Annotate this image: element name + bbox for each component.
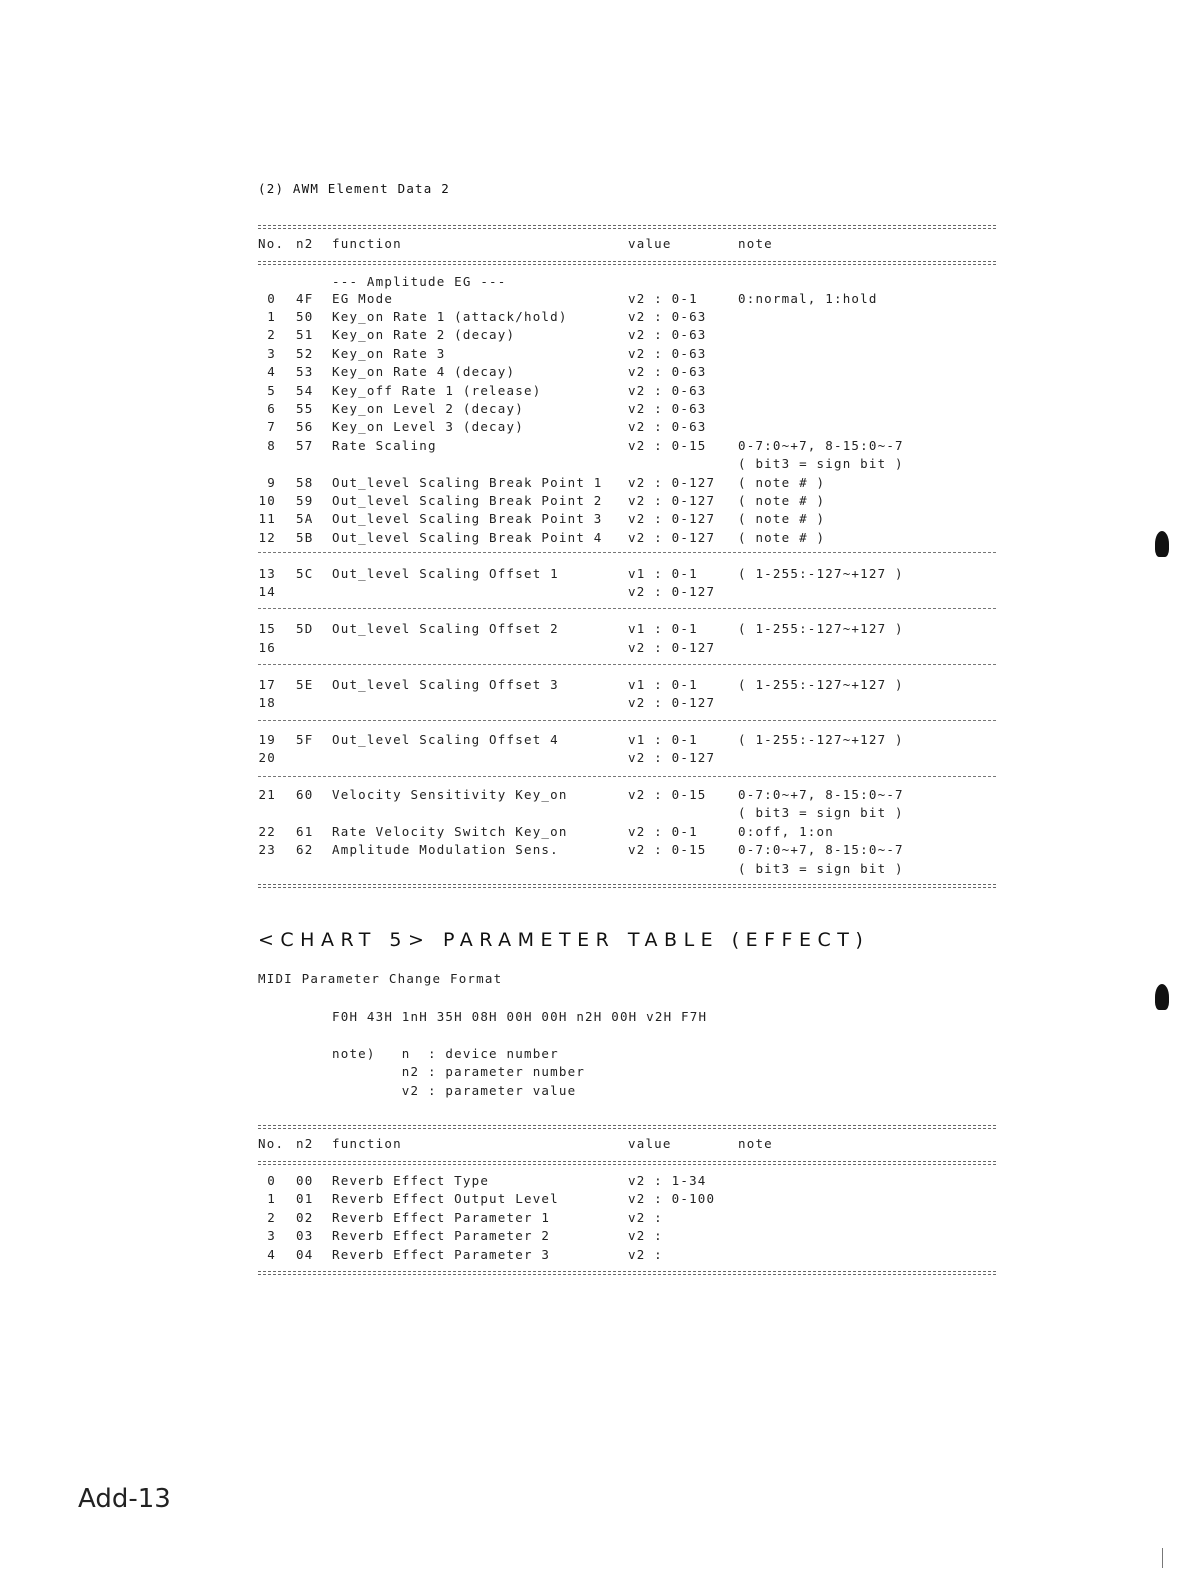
cell-n2: 52 [296, 346, 314, 361]
cell-value: v2 : 0-63 [628, 419, 707, 434]
cell-n2: 01 [296, 1191, 314, 1206]
hole-punch-mark [1155, 531, 1169, 557]
row-divider [258, 720, 996, 721]
cell-no: 21 [258, 787, 276, 802]
cell-no: 17 [258, 677, 276, 692]
cell-no: 10 [258, 493, 276, 508]
cell-value: v2 : 0-63 [628, 309, 707, 324]
cell-function: Reverb Effect Parameter 2 [332, 1228, 551, 1243]
cell-n2: 5C [296, 566, 314, 581]
cell-n2: 03 [296, 1228, 314, 1243]
cell-function: Out_level Scaling Break Point 1 [332, 475, 603, 490]
cell-function: Key_on Level 2 (decay) [332, 401, 524, 416]
cell-n2: 5E [296, 677, 314, 692]
table-bottom-rule [258, 1271, 996, 1272]
section-title: (2) AWM Element Data 2 [258, 181, 450, 196]
cell-note: ( 1-255:-127~+127 ) [738, 566, 904, 581]
cell-note: ( note # ) [738, 475, 826, 490]
format-note-line: n2 : parameter number [332, 1064, 586, 1079]
cell-value: v1 : 0-1 [628, 621, 698, 636]
cell-value: v2 : 0-1 [628, 824, 698, 839]
cell-value: v2 : 0-15 [628, 842, 707, 857]
cell-value: v2 : 0-15 [628, 787, 707, 802]
header-bottom-rule [258, 1161, 996, 1162]
header-function: function [332, 236, 402, 251]
cell-function: Amplitude Modulation Sens. [332, 842, 559, 857]
cell-function: Key_on Rate 4 (decay) [332, 364, 516, 379]
cell-no: 15 [258, 621, 276, 636]
cell-n2: 04 [296, 1247, 314, 1262]
cell-no: 6 [267, 401, 276, 416]
cell-function: EG Mode [332, 291, 394, 306]
hole-punch-mark [1155, 984, 1169, 1010]
cell-note: ( note # ) [738, 530, 826, 545]
cell-note: ( 1-255:-127~+127 ) [738, 677, 904, 692]
header-function: function [332, 1136, 402, 1151]
cell-note: ( 1-255:-127~+127 ) [738, 621, 904, 636]
cell-n2: 59 [296, 493, 314, 508]
cell-no: 19 [258, 732, 276, 747]
cell-function: Key_on Rate 3 [332, 346, 446, 361]
edge-mark [1162, 1548, 1163, 1568]
cell-function: Reverb Effect Output Level [332, 1191, 559, 1206]
cell-function: Key_on Level 3 (decay) [332, 419, 524, 434]
cell-no: 4 [267, 1247, 276, 1262]
cell-no: 7 [267, 419, 276, 434]
cell-note: 0-7:0~+7, 8-15:0~-7 [738, 842, 904, 857]
cell-no: 9 [267, 475, 276, 490]
cell-function: Key_on Rate 2 (decay) [332, 327, 516, 342]
cell-no: 2 [267, 1210, 276, 1225]
cell-value: v2 : 0-127 [628, 475, 716, 490]
cell-n2: 00 [296, 1173, 314, 1188]
header-note: note [738, 236, 773, 251]
cell-value: v1 : 0-1 [628, 566, 698, 581]
cell-n2: 54 [296, 383, 314, 398]
cell-note: ( bit3 = sign bit ) [738, 805, 904, 820]
cell-n2: 62 [296, 842, 314, 857]
cell-function: Key_on Rate 1 (attack/hold) [332, 309, 568, 324]
cell-value: v2 : 0-63 [628, 327, 707, 342]
cell-function: Key_off Rate 1 (release) [332, 383, 542, 398]
cell-value: v2 : 0-127 [628, 511, 716, 526]
cell-value: v2 : 0-127 [628, 750, 716, 765]
cell-function: Reverb Effect Type [332, 1173, 490, 1188]
cell-function: Out_level Scaling Offset 2 [332, 621, 559, 636]
cell-no: 0 [267, 291, 276, 306]
table-bottom-rule [258, 884, 996, 885]
cell-note: ( 1-255:-127~+127 ) [738, 732, 904, 747]
group-label: --- Amplitude EG --- [332, 274, 507, 289]
cell-n2: 5A [296, 511, 314, 526]
format-note-line: note) n : device number [332, 1046, 559, 1061]
cell-value: v2 : [628, 1228, 663, 1243]
cell-n2: 5D [296, 621, 314, 636]
row-divider [258, 776, 996, 777]
cell-function: Reverb Effect Parameter 3 [332, 1247, 551, 1262]
cell-note: 0-7:0~+7, 8-15:0~-7 [738, 438, 904, 453]
cell-n2: 55 [296, 401, 314, 416]
format-string: F0H 43H 1nH 35H 08H 00H 00H n2H 00H v2H F7H [332, 1009, 708, 1024]
cell-no: 3 [267, 346, 276, 361]
chart-title: <CHART 5> PARAMETER TABLE (EFFECT) [258, 929, 870, 951]
cell-no: 20 [258, 750, 276, 765]
cell-no: 4 [267, 364, 276, 379]
cell-value: v2 : 0-63 [628, 364, 707, 379]
cell-no: 2 [267, 327, 276, 342]
header-value: value [628, 236, 672, 251]
cell-value: v2 : 0-127 [628, 695, 716, 710]
row-divider [258, 664, 996, 665]
header-value: value [628, 1136, 672, 1151]
cell-value: v2 : 1-34 [628, 1173, 707, 1188]
cell-function: Rate Velocity Switch Key_on [332, 824, 568, 839]
cell-no: 16 [258, 640, 276, 655]
cell-value: v2 : 0-15 [628, 438, 707, 453]
cell-function: Out_level Scaling Offset 4 [332, 732, 559, 747]
cell-function: Velocity Sensitivity Key_on [332, 787, 568, 802]
cell-function: Reverb Effect Parameter 1 [332, 1210, 551, 1225]
cell-n2: 60 [296, 787, 314, 802]
cell-no: 11 [258, 511, 276, 526]
cell-note: 0:normal, 1:hold [738, 291, 878, 306]
cell-no: 13 [258, 566, 276, 581]
cell-function: Out_level Scaling Offset 3 [332, 677, 559, 692]
cell-note: ( bit3 = sign bit ) [738, 861, 904, 876]
cell-note: ( note # ) [738, 511, 826, 526]
header-no: No. [258, 1136, 285, 1151]
cell-note: 0-7:0~+7, 8-15:0~-7 [738, 787, 904, 802]
cell-no: 1 [267, 1191, 276, 1206]
header-no: No. [258, 236, 285, 251]
cell-n2: 61 [296, 824, 314, 839]
cell-value: v2 : 0-63 [628, 383, 707, 398]
cell-value: v2 : 0-63 [628, 346, 707, 361]
cell-n2: 51 [296, 327, 314, 342]
cell-no: 3 [267, 1228, 276, 1243]
cell-n2: 53 [296, 364, 314, 379]
cell-no: 12 [258, 530, 276, 545]
cell-value: v2 : 0-63 [628, 401, 707, 416]
cell-value: v2 : 0-1 [628, 291, 698, 306]
cell-value: v1 : 0-1 [628, 677, 698, 692]
cell-no: 5 [267, 383, 276, 398]
page-number: Add-13 [78, 1484, 171, 1514]
cell-n2: 57 [296, 438, 314, 453]
cell-function: Out_level Scaling Break Point 3 [332, 511, 603, 526]
table-top-rule [258, 1125, 996, 1126]
cell-n2: 58 [296, 475, 314, 490]
cell-no: 23 [258, 842, 276, 857]
row-divider [258, 552, 996, 553]
cell-value: v1 : 0-1 [628, 732, 698, 747]
header-note: note [738, 1136, 773, 1151]
cell-no: 18 [258, 695, 276, 710]
cell-note: 0:off, 1:on [738, 824, 834, 839]
cell-function: Rate Scaling [332, 438, 437, 453]
header-n2: n2 [296, 236, 314, 251]
cell-value: v2 : 0-127 [628, 584, 716, 599]
header-bottom-rule [258, 261, 996, 262]
cell-value: v2 : 0-100 [628, 1191, 716, 1206]
cell-no: 8 [267, 438, 276, 453]
header-n2: n2 [296, 1136, 314, 1151]
cell-value: v2 : [628, 1247, 663, 1262]
cell-n2: 56 [296, 419, 314, 434]
cell-value: v2 : 0-127 [628, 640, 716, 655]
cell-value: v2 : 0-127 [628, 493, 716, 508]
cell-n2: 4F [296, 291, 314, 306]
cell-no: 1 [267, 309, 276, 324]
table-top-rule [258, 225, 996, 226]
row-divider [258, 608, 996, 609]
cell-note: ( bit3 = sign bit ) [738, 456, 904, 471]
cell-no: 14 [258, 584, 276, 599]
cell-n2: 5B [296, 530, 314, 545]
cell-no: 22 [258, 824, 276, 839]
cell-value: v2 : 0-127 [628, 530, 716, 545]
cell-n2: 50 [296, 309, 314, 324]
format-note-line: v2 : parameter value [332, 1083, 577, 1098]
cell-n2: 02 [296, 1210, 314, 1225]
cell-function: Out_level Scaling Break Point 2 [332, 493, 603, 508]
cell-function: Out_level Scaling Offset 1 [332, 566, 559, 581]
cell-value: v2 : [628, 1210, 663, 1225]
cell-function: Out_level Scaling Break Point 4 [332, 530, 603, 545]
cell-no: 0 [267, 1173, 276, 1188]
cell-note: ( note # ) [738, 493, 826, 508]
cell-n2: 5F [296, 732, 314, 747]
format-label: MIDI Parameter Change Format [258, 971, 503, 986]
